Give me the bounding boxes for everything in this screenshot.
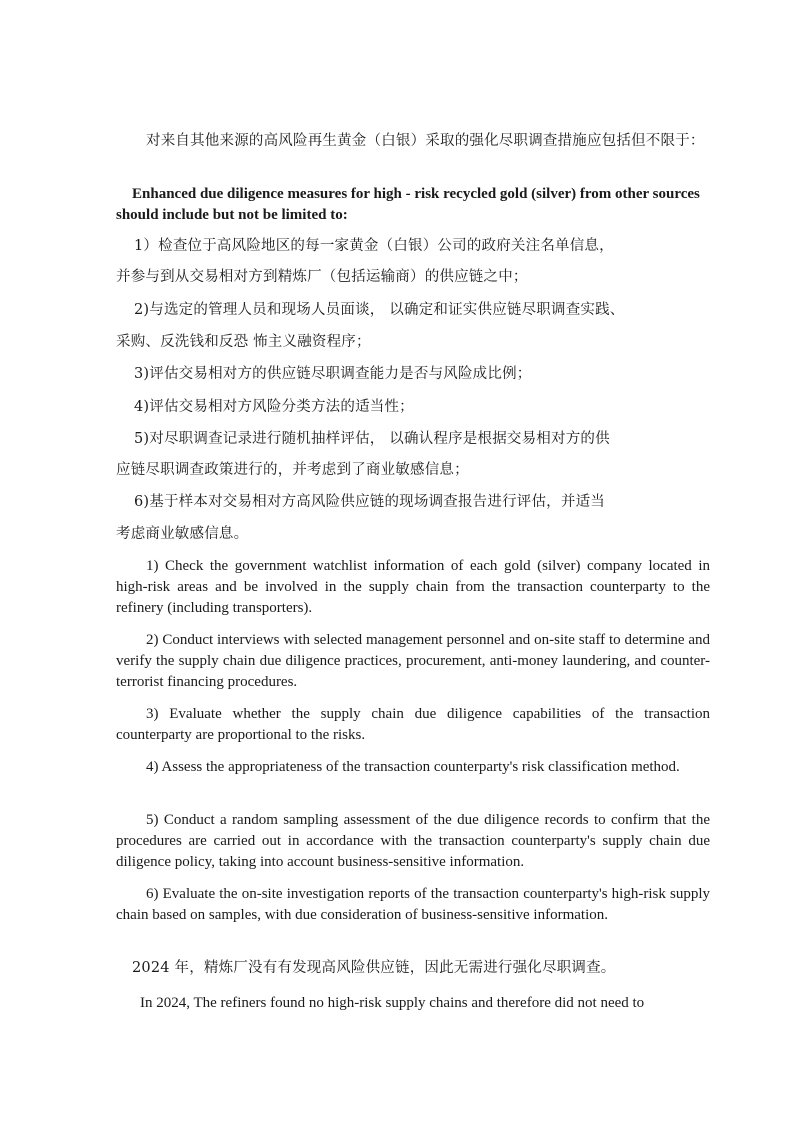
zh-item-1-line-2: 并参与到从交易相对方到精炼厂（包括运输商）的供应链之中； <box>116 269 528 285</box>
zh-item-6-line-2: 考虑商业敏感信息。 <box>116 526 249 542</box>
zh-item-4: 4)评估交易相对方风险分类方法的适当性； <box>134 399 414 415</box>
en-item-1: 1) Check the government watchlist information of each gold (silver) company located in high-risk areas and be involved in the supply chain from the transaction counterparty to the refinery (including transporters). <box>116 558 710 616</box>
zh-item-2-line-2: 采购、反洗钱和反恐 怖主义融资程序； <box>116 334 371 350</box>
en-item-6: 6) Evaluate the on-site investigation reports of the transaction counterparty's high-risk supply chain based on samples, with due consideration of business-sensitive information. <box>116 886 710 923</box>
en-item-2: 2) Conduct interviews with selected management personnel and on-site staff to determine and verify the supply chain due diligence practices, procurement, anti-money laundering, and counter-terrorist financing procedures. <box>116 632 710 690</box>
conclusion-zh: 2024 年，精炼厂没有有发现高风险供应链，因此无需进行强化尽职调查。 <box>132 960 616 976</box>
en-item-5: 5) Conduct a random sampling assessment of the due diligence records to confirm that the procedures are carried out in accordance with the transaction counterparty's supply chain due diligence policy, taking into account business-sensitive information. <box>116 812 710 870</box>
heading-en: Enhanced due diligence measures for high - risk recycled gold (silver) from other sources should include but not be limited to: <box>116 186 700 223</box>
en-item-3: 3) Evaluate whether the supply chain due diligence capabilities of the transaction counterparty are proportional to the risks. <box>116 706 710 743</box>
en-item-4: 4) Assess the appropriateness of the transaction counterparty's risk classification method. <box>146 759 680 775</box>
conclusion-en: In 2024, The refiners found no high-risk supply chains and therefore did not need to <box>140 995 645 1011</box>
heading-zh: 对来自其他来源的高风险再生黄金（白银）采取的强化尽职调查措施应包括但不限于： <box>146 133 705 149</box>
zh-item-6-line-1: 6)基于样本对交易相对方高风险供应链的现场调查报告进行评估，并适当 <box>134 494 605 510</box>
zh-item-2-line-1: 2)与选定的管理人员和现场人员面谈， 以确定和证实供应链尽职调查实践、 <box>134 302 625 318</box>
zh-item-5-line-1: 5)对尽职调查记录进行随机抽样评估， 以确认程序是根据交易相对方的供 <box>134 431 610 447</box>
zh-item-5-line-2: 应链尽职调查政策进行的，并考虑到了商业敏感信息； <box>116 462 469 478</box>
zh-item-1-line-1: 1）检查位于高风险地区的每一家黄金（白银）公司的政府关注名单信息， <box>134 238 614 254</box>
zh-item-3: 3)评估交易相对方的供应链尽职调查能力是否与风险成比例； <box>134 366 532 382</box>
